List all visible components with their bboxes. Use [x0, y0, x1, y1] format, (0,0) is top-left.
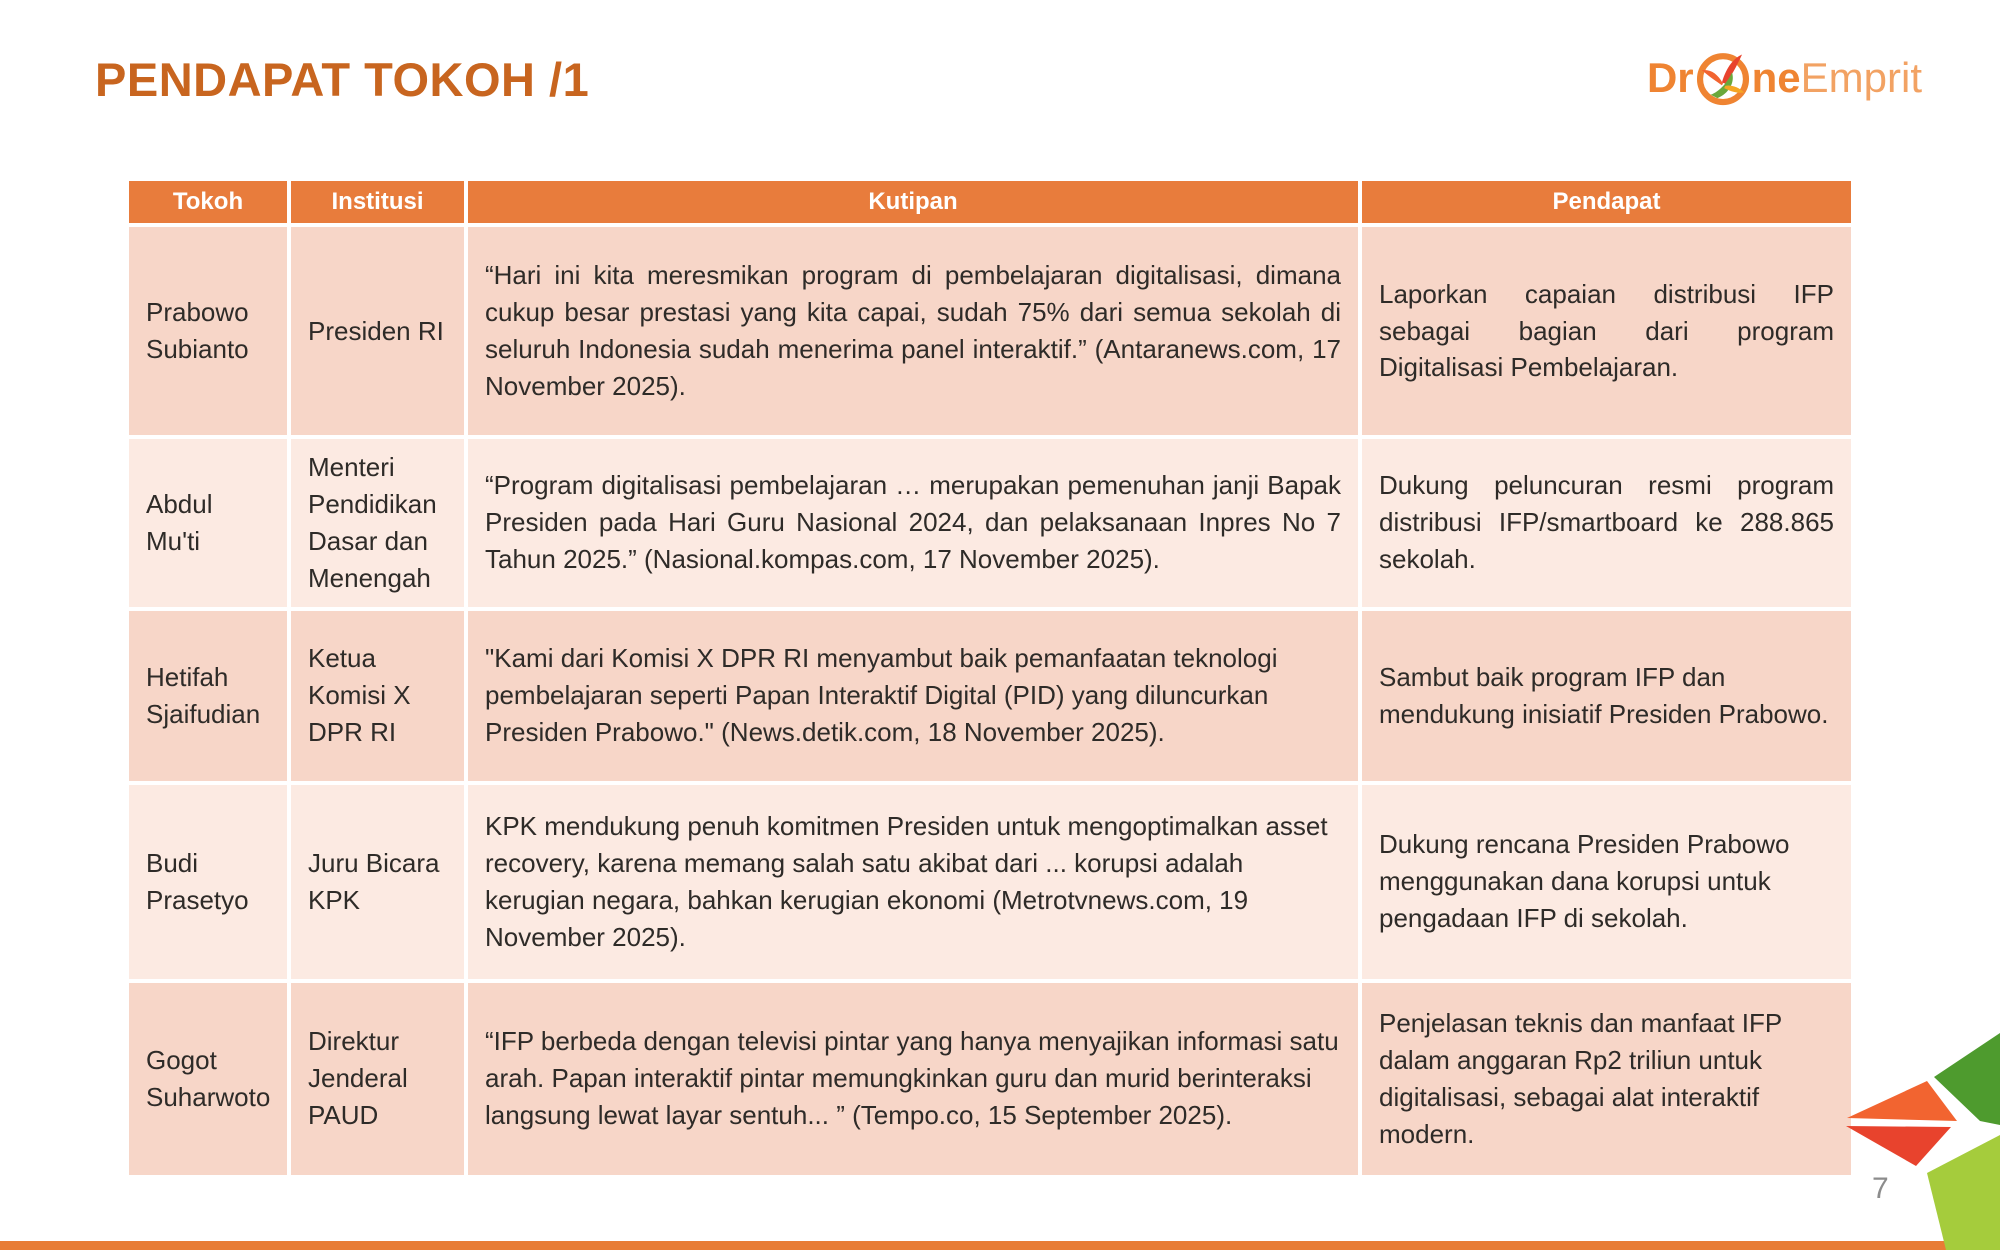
tokoh-table — [125, 177, 1855, 1179]
table-row — [129, 227, 1851, 435]
droneemprit-logo — [1647, 50, 1922, 106]
cell-kutipan: "Kami dari Komisi X DPR RI menyambut baik pemanfaatan teknologi pembelajaran seperti Papan Interaktif Digital (PID) yang diluncurkan Presiden Prabowo." (News.detik.com, 18 November 2025). — [468, 611, 1358, 781]
table-row — [129, 611, 1851, 781]
logo-text-emprit: Emprit — [1800, 54, 1922, 101]
cell-institusi: Presiden RI — [291, 227, 464, 435]
cell-pendapat: Dukung rencana Presiden Prabowo menggunakan dana korupsi untuk pengadaan IFP di sekolah. — [1362, 785, 1851, 979]
page-number: 7 — [1872, 1172, 1889, 1205]
cell-tokoh: Gogot Suharwoto — [129, 983, 287, 1175]
cell-pendapat: Penjelasan teknis dan manfaat IFP dalam anggaran Rp2 triliun untuk digitalisasi, sebagai alat interaktif modern. — [1362, 983, 1851, 1175]
table-row — [129, 983, 1851, 1175]
hummingbird-circle-icon — [1695, 50, 1751, 106]
page-title: PENDAPAT TOKOH /1 — [95, 53, 590, 106]
header-pendapat: Pendapat — [1362, 181, 1851, 223]
cell-pendapat: Dukung peluncuran resmi program distribusi IFP/smartboard ke 288.865 sekolah. — [1362, 439, 1851, 607]
table-header-row — [129, 181, 1851, 223]
header-kutipan: Kutipan — [468, 181, 1358, 223]
table-row — [129, 785, 1851, 979]
cell-kutipan: “IFP berbeda dengan televisi pintar yang hanya menyajikan informasi satu arah. Papan interaktif pintar memungkinkan guru dan murid berinteraksi langsung lewat layar sentuh... ” (Tempo.co, 15 September 2025). — [468, 983, 1358, 1175]
pinwheel-decoration — [1830, 1025, 2000, 1250]
cell-tokoh: Abdul Mu'ti — [129, 439, 287, 607]
header-tokoh: Tokoh — [129, 181, 287, 223]
cell-kutipan: KPK mendukung penuh komitmen Presiden untuk mengoptimalkan asset recovery, karena memang salah satu akibat dari ... korupsi adalah kerugian negara, bahkan kerugian ekonomi (Metrotvnews.com, 19 November 2025). — [468, 785, 1358, 979]
cell-tokoh: Prabowo Subianto — [129, 227, 287, 435]
cell-institusi: Ketua Komisi X DPR RI — [291, 611, 464, 781]
cell-tokoh: Hetifah Sjaifudian — [129, 611, 287, 781]
cell-institusi: Menteri Pendidikan Dasar dan Menengah — [291, 439, 464, 607]
cell-institusi: Juru Bicara KPK — [291, 785, 464, 979]
logo-text-ne: ne — [1751, 54, 1801, 101]
cell-tokoh: Budi Prasetyo — [129, 785, 287, 979]
cell-pendapat: Sambut baik program IFP dan mendukung inisiatif Presiden Prabowo. — [1362, 611, 1851, 781]
logo-text-dr: Dr — [1646, 54, 1694, 101]
bottom-bar — [0, 1241, 2000, 1250]
cell-kutipan: “Program digitalisasi pembelajaran … merupakan pemenuhan janji Bapak Presiden pada Hari Guru Nasional 2024, dan pelaksanaan Inpres No 7 Tahun 2025.” (Nasional.kompas.com, 17 November 2025). — [468, 439, 1358, 607]
cell-pendapat: Laporkan capaian distribusi IFP sebagai bagian dari program Digitalisasi Pembelajaran. — [1362, 227, 1851, 435]
cell-kutipan: “Hari ini kita meresmikan program di pembelajaran digitalisasi, dimana cukup besar prestasi yang kita capai, sudah 75% dari semua sekolah di seluruh Indonesia sudah menerima panel interaktif.” (Antaranews.com, 17 November 2025). — [468, 227, 1358, 435]
cell-institusi: Direktur Jenderal PAUD — [291, 983, 464, 1175]
header-institusi: Institusi — [291, 181, 464, 223]
table-row — [129, 439, 1851, 607]
